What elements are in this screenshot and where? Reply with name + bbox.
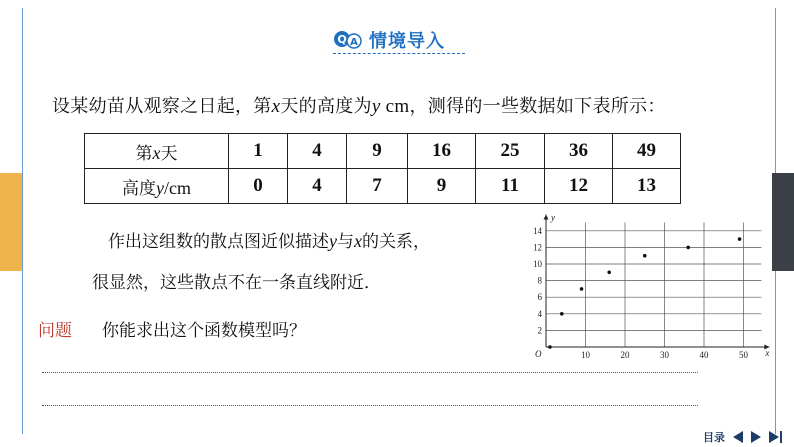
side-accent-left xyxy=(0,173,22,271)
y-axis-arrow xyxy=(544,215,549,220)
last-icon[interactable] xyxy=(769,431,782,443)
row-label-days: 第x天 xyxy=(85,134,229,169)
question-text: 你能求出这个函数模型吗？ xyxy=(102,321,306,341)
origin-label: O xyxy=(535,349,542,359)
table-cell: 16 xyxy=(408,134,476,169)
y-tick-label: 10 xyxy=(533,259,542,269)
side-accent-right xyxy=(772,173,794,271)
question-label: 问题 xyxy=(38,321,72,341)
table-cell: 4 xyxy=(288,169,347,204)
intro-part2: 天的高度为 xyxy=(280,96,372,117)
y-axis-label: y xyxy=(551,212,555,223)
answer-line-2 xyxy=(42,405,698,406)
table-cell: 11 xyxy=(476,169,545,204)
y-tick-label: 8 xyxy=(537,275,542,286)
x-tick-label: 10 xyxy=(581,350,590,360)
section-header xyxy=(333,28,445,52)
y-tick-label: 12 xyxy=(533,242,542,253)
intro-part1: 设某幼苗从观察之日起，第 xyxy=(52,96,272,117)
paragraph-observation: 很显然，这些散点不在一条直线附近． xyxy=(92,273,381,293)
y-tick-label: 4 xyxy=(537,308,542,319)
nav-contents-link[interactable]: 目录 xyxy=(703,431,725,444)
table-cell: 4 xyxy=(288,134,347,169)
answer-line-1 xyxy=(42,372,698,373)
table-cell: 9 xyxy=(347,134,408,169)
table-cell: 49 xyxy=(613,134,681,169)
x-tick-label: 20 xyxy=(620,350,630,360)
data-point xyxy=(607,271,611,275)
x-axis-label: x xyxy=(765,348,770,358)
intro-text xyxy=(52,92,666,118)
q-and-a-icon xyxy=(333,30,363,50)
intro-unit: cm xyxy=(380,96,410,117)
prev-icon[interactable] xyxy=(733,431,743,443)
intro-part3: ，测得的一些数据如下表所示： xyxy=(409,96,666,117)
table-cell: 12 xyxy=(545,169,613,204)
table-cell: 25 xyxy=(476,134,545,169)
row-label-height: 高度y/cm xyxy=(85,169,229,204)
data-point xyxy=(738,237,742,241)
data-point xyxy=(686,246,690,250)
y-tick-label: 2 xyxy=(537,325,542,336)
slide-nav xyxy=(703,429,782,445)
table-cell: 0 xyxy=(229,169,288,204)
table-cell: 7 xyxy=(347,169,408,204)
x-tick-label: 40 xyxy=(699,350,709,360)
data-point xyxy=(560,312,564,316)
svg-text:Q: Q xyxy=(337,33,347,46)
y-tick-label: 14 xyxy=(533,225,542,236)
intro-var-x: x xyxy=(271,96,281,117)
scatter-chart xyxy=(525,210,770,362)
table-cell: 13 xyxy=(613,169,681,204)
data-point xyxy=(580,287,584,291)
data-point xyxy=(548,345,552,349)
x-tick-label: 30 xyxy=(660,350,669,360)
data-point xyxy=(643,254,647,258)
table-cell: 9 xyxy=(408,169,476,204)
table-row-height xyxy=(85,169,681,204)
x-tick-label: 50 xyxy=(739,350,748,360)
section-title: 情境导入 xyxy=(369,31,445,52)
svg-text:A: A xyxy=(350,37,358,48)
paragraph-scatter: 作出这组数的散点图近似描述y与x的关系， xyxy=(108,231,430,252)
intro-var-y: y xyxy=(371,96,381,117)
next-icon[interactable] xyxy=(751,431,761,443)
table-row-days xyxy=(85,134,681,169)
table-cell: 36 xyxy=(545,134,613,169)
y-tick-label: 6 xyxy=(537,292,542,303)
data-table xyxy=(84,133,681,204)
section-title-underline xyxy=(333,53,465,54)
table-cell: 1 xyxy=(229,134,288,169)
